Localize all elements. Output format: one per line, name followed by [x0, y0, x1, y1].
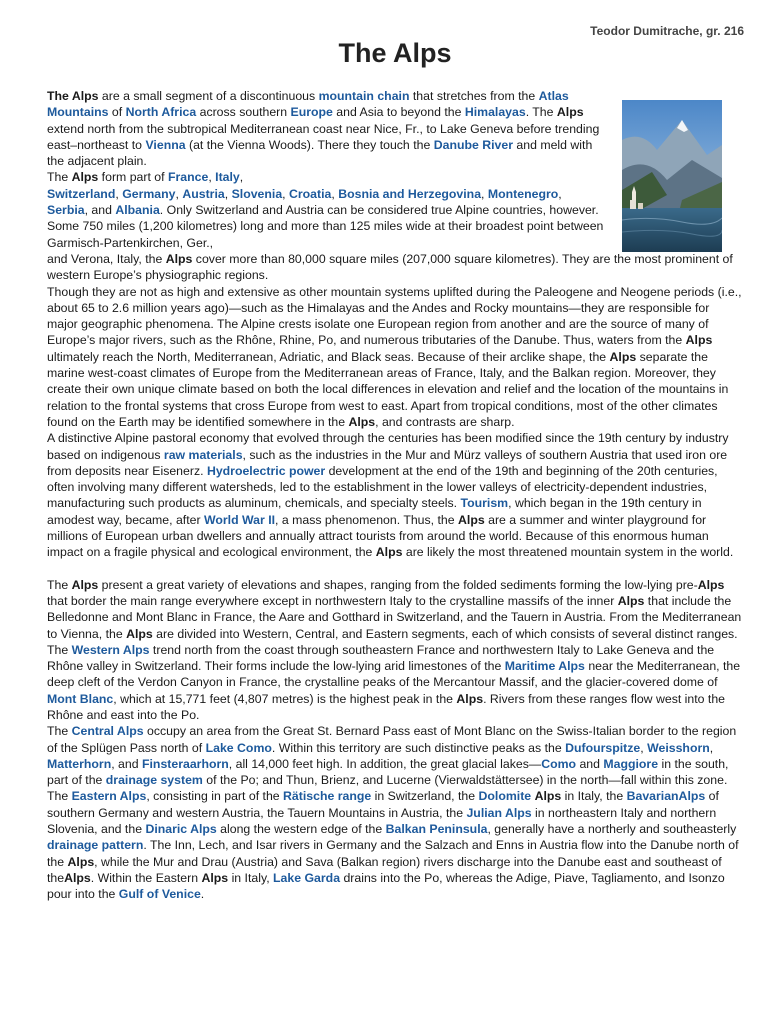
inline-link[interactable]: Eastern Alps [71, 789, 147, 804]
inline-link[interactable]: mountain chain [318, 89, 410, 103]
inline-link[interactable]: drainage system [105, 773, 203, 788]
inline-link[interactable]: Montenegro [487, 186, 559, 201]
text-run: are a summer and winter playground for millions of European urban dwellers and annually attract tourists from around the world. Because of this enormous human impact on a fragile physical and ecological environment, the [47, 512, 709, 560]
inline-link[interactable]: Hydroelectric power [206, 463, 326, 478]
paragraph-economy [47, 430, 743, 560]
text-run: form part of [98, 170, 168, 185]
bold-term: Alps [348, 414, 376, 429]
bold-term: The Alps [47, 89, 99, 103]
paragraph-intro [47, 88, 605, 251]
text-run: are divided into Western, Central, and Eastern segments, each of which consists of several distinct ranges. [152, 626, 738, 641]
bold-term: Alps [685, 333, 713, 348]
paragraph-geography [47, 284, 743, 431]
text-run: , all 14,000 feet high. In addition, the great glacial lakes— [228, 756, 542, 771]
text-run: ultimately reach the North, Mediterranean, Adriatic, and Black seas. Because of their arclike shape, the [47, 349, 610, 364]
text-run: A distinctive Alpine pastoral economy that evolved through the centuries has been modified since the 19th century by industry based on indigenous [47, 431, 729, 462]
inline-link[interactable]: Mont Blanc [47, 691, 114, 706]
inline-link[interactable]: Albania [115, 203, 160, 218]
inline-link[interactable]: Slovenia [231, 186, 283, 201]
text-run: . The [525, 105, 557, 120]
text-run: Though they are not as high and extensive as other mountain systems uplifted during the Paleogene and Neogene periods (i.e., about 65 to 2.6 million years ago)—such as the Himalayas and the Andes and Rocky mountains—they are responsible for major geographic phenomena. The Alpine crests isolate one European region from another and are the source of many of Europe’s major rivers, such as the Rhône, Rhine, Po, and numerous tributaries of the Danube. Thus, waters from the [47, 284, 742, 348]
inline-link[interactable]: raw materials [163, 447, 243, 462]
inline-link[interactable]: Como [541, 756, 577, 771]
text-run: , [282, 186, 289, 201]
text-run: cover more than 80,000 square miles (207,000 square kilometres). They are the most prominent of western Europe’s physiographic regions. [47, 251, 733, 283]
bold-term: Alps [609, 349, 637, 364]
bold-term: Alps [534, 789, 562, 804]
inline-link[interactable]: Weisshorn [647, 740, 710, 755]
inline-link[interactable]: Dufourspitze [565, 740, 641, 755]
inline-link[interactable]: Italy [215, 170, 240, 185]
paragraph-western-alps [47, 642, 743, 723]
paragraph-intro-continued [47, 251, 743, 284]
text-run: along the western edge of the [216, 822, 386, 837]
inline-link[interactable]: Central Alps [71, 724, 144, 739]
text-run: The [47, 642, 72, 657]
inline-link[interactable]: Switzerland [47, 186, 116, 201]
inline-link[interactable]: Western Alps [71, 642, 150, 657]
text-run: and Asia to beyond the [332, 105, 465, 120]
text-run: , such as the industries in the Mur and Mürz valleys of southern Austria that used iron ore from deposits near Eisenerz. [47, 447, 728, 478]
bold-term: Alps [697, 577, 725, 592]
bold-term: Alps [458, 512, 485, 527]
inline-link[interactable]: Germany [122, 186, 176, 201]
inline-link[interactable]: Danube River [433, 137, 513, 152]
inline-link[interactable]: BavarianAlps [626, 789, 706, 804]
inline-link[interactable]: Dolomite [478, 789, 532, 804]
text-run: and [576, 756, 604, 771]
bold-term: Alps [71, 170, 99, 185]
bold-term: Alps [165, 251, 193, 266]
text-run: , [115, 186, 123, 201]
inline-link[interactable]: Julian Alps [466, 805, 532, 820]
bold-term: Alps [71, 577, 99, 592]
inline-link[interactable]: Finsteraarhorn [142, 756, 229, 771]
bold-term: Alps [375, 545, 403, 560]
text-run: across southern [196, 105, 291, 120]
text-run: , while the Mur and Drau (Austria) and Sava (Balkan region) rivers discharge into the Danube east and southeast of the [47, 854, 722, 885]
inline-link[interactable]: Lake Como [205, 740, 272, 755]
bold-term: Alps [126, 626, 153, 641]
text-run: . Within this territory are such distinctive peaks as the [271, 740, 566, 755]
inline-link[interactable]: Rätische range [283, 789, 372, 804]
text-run: The [47, 724, 72, 739]
text-run: that stretches from the [409, 89, 539, 103]
text-run: , which began in the 19th century in amodest way, became, after [47, 496, 702, 527]
text-run: drains into the Po, whereas the Adige, Piave, Tagliamento, and Isonzo pour into the [47, 870, 725, 902]
text-run: in northeastern Italy and northern Slovenia, and the [47, 805, 717, 837]
inline-link[interactable]: Dinaric Alps [145, 822, 217, 837]
inline-link[interactable]: Serbia [47, 203, 85, 218]
bold-term: Alps [64, 870, 91, 885]
text-run: and meld with the adjacent plain. [47, 137, 593, 169]
text-run: are likely the most threatened mountain system in the world. [402, 545, 734, 560]
inline-link[interactable]: Europe [290, 105, 333, 120]
inline-link[interactable]: Gulf of Venice [118, 887, 201, 902]
text-run: that border the main range everywhere except in northwestern Italy to the crystalline massifs of the inner [47, 593, 618, 608]
text-run: The [47, 577, 72, 592]
inline-link[interactable]: Austria [182, 186, 225, 201]
text-run: present a great variety of elevations and shapes, ranging from the folded sediments forming the low-lying pre- [98, 577, 698, 592]
text-run: . [200, 887, 205, 902]
inline-link[interactable]: Maggiore [603, 756, 659, 771]
text-run: of the Po; and Thun, Brienz, and Lucerne (Vierwaldstättersee) in the north—fall within this zone. [202, 773, 728, 788]
inline-link[interactable]: drainage pattern [47, 838, 144, 853]
bold-term: Alps [617, 593, 645, 608]
text-run: The [47, 170, 72, 185]
text-run: trend north from the coast through southeastern France and northwestern Italy to Lake Geneva and the Rhône valley in Switzerland. Their forms include the low-lying arid limestones of the [47, 642, 715, 674]
text-run: , and contrasts are sharp. [375, 414, 515, 429]
bold-term: Alps [456, 691, 484, 706]
text-run: . Rivers from these ranges flow west into the Rhône and east into the Po. [47, 691, 726, 722]
paragraph-elevations [47, 577, 743, 642]
text-run: occupy an area from the Great St. Bernard Pass east of Mont Blanc on the Swiss-Italian border to the region of the Splügen Pass north of [47, 724, 737, 755]
inline-link[interactable]: North Africa [125, 105, 197, 120]
inline-link[interactable]: World War II [203, 512, 276, 527]
paragraph-central-alps [47, 723, 743, 788]
text-run: , consisting in part of the [146, 789, 284, 804]
text-run: . Only Switzerland and Austria can be considered true Alpine countries, however. Some 750 miles (1,200 kilometres) long and more than 125 miles wide at their broadest point between Garmisch-Partenkirchen, Ger., [47, 203, 604, 250]
text-run: in the south, part of the [47, 756, 729, 788]
text-run: in Italy, [228, 870, 274, 885]
text-run: are a small segment of a discontinuous [98, 89, 319, 103]
author-line: Teodor Dumitrache, gr. 216 [590, 24, 744, 38]
text-run: , a mass phenomenon. Thus, the [275, 512, 459, 527]
inline-link[interactable]: Matterhorn [47, 756, 112, 771]
inline-link[interactable]: Himalayas [464, 105, 526, 120]
text-run: that include the Belledonne and Mont Blanc in France, the Aare and Gotthard in Switzerland, and the Tauern in Austria. From the Mediterranean to Vienna, the [47, 593, 742, 641]
text-run: development at the end of the 19th and beginning of the 20th centuries, often involving many different watersheds, led to the establishment in the lower valleys of electricity-dependent industries, manufacturing such products as aluminum, chemicals, and specialty steels. [47, 463, 718, 511]
text-run: , [709, 740, 714, 755]
bold-term: Alps [556, 105, 584, 120]
article-body [47, 88, 743, 903]
text-run: , which at 15,771 feet (4,807 metres) is the highest peak in the [113, 691, 457, 706]
inline-link[interactable]: Croatia [289, 186, 332, 201]
inline-link[interactable]: Vienna [145, 137, 186, 152]
inline-link[interactable]: France [167, 170, 209, 185]
inline-link[interactable]: Lake Garda [273, 870, 341, 885]
text-run: , and [84, 203, 116, 218]
page-title: The Alps [338, 38, 452, 68]
text-run: , and [111, 756, 142, 771]
text-run: , generally have a northerly and southeasterly [487, 822, 737, 837]
text-run: extend north from the subtropical Mediterranean coast near Nice, Fr., to Lake Geneva before trending east–northeast to [47, 121, 600, 152]
text-run: in Switzerland, the [371, 789, 479, 804]
inline-link[interactable]: Balkan Peninsula [385, 822, 488, 837]
bold-term: Alps [201, 870, 229, 885]
text-run: , [558, 186, 562, 201]
text-run: . Within the Eastern [90, 870, 202, 885]
inline-link[interactable]: Atlas Mountains [47, 89, 569, 120]
text-run: , [640, 740, 648, 755]
text-run: , [481, 186, 488, 201]
text-run: , [208, 170, 216, 185]
inline-link[interactable]: Tourism [460, 496, 509, 511]
text-run: of southern Germany and western Austria, the Tauern Mountains in Austria, the [47, 789, 719, 820]
text-run: near the Mediterranean, the deep cleft of the Verdon Canyon in France, the crystalline peaks of the Mercantour Massif, and the glacier-covered dome of [47, 659, 741, 690]
text-run: , [175, 186, 183, 201]
bold-term: Alps [67, 854, 95, 869]
paragraph-eastern-alps [47, 788, 743, 902]
text-run: and Verona, Italy, the [47, 251, 166, 266]
text-run: , [239, 170, 244, 185]
text-run: (at the Vienna Woods). There they touch the [185, 137, 434, 152]
text-run: , [224, 186, 232, 201]
text-run: of [108, 105, 126, 120]
text-run: separate the marine west-coast climates of Europe from the Mediterranean areas of France, Italy, and the Balkan region. Moreover, they create their own unique climate based on both the local differences in elevation and relief and the location of the mountains in relation to the frontal systems that cross Europe from west to east. Apart from tropical conditions, most of the other climates found on the Earth may be identified somewhere in the [47, 349, 729, 429]
text-run: in Italy, the [561, 789, 627, 804]
inline-link[interactable]: Bosnia and Herzegovina [338, 186, 482, 201]
text-run: , [331, 186, 339, 201]
text-run: The [47, 789, 72, 804]
text-run: . The Inn, Lech, and Isar rivers in Germany and the Salzach and Enns in Austria flow into the Danube north of the [47, 838, 739, 869]
inline-link[interactable]: Maritime Alps [504, 659, 585, 674]
